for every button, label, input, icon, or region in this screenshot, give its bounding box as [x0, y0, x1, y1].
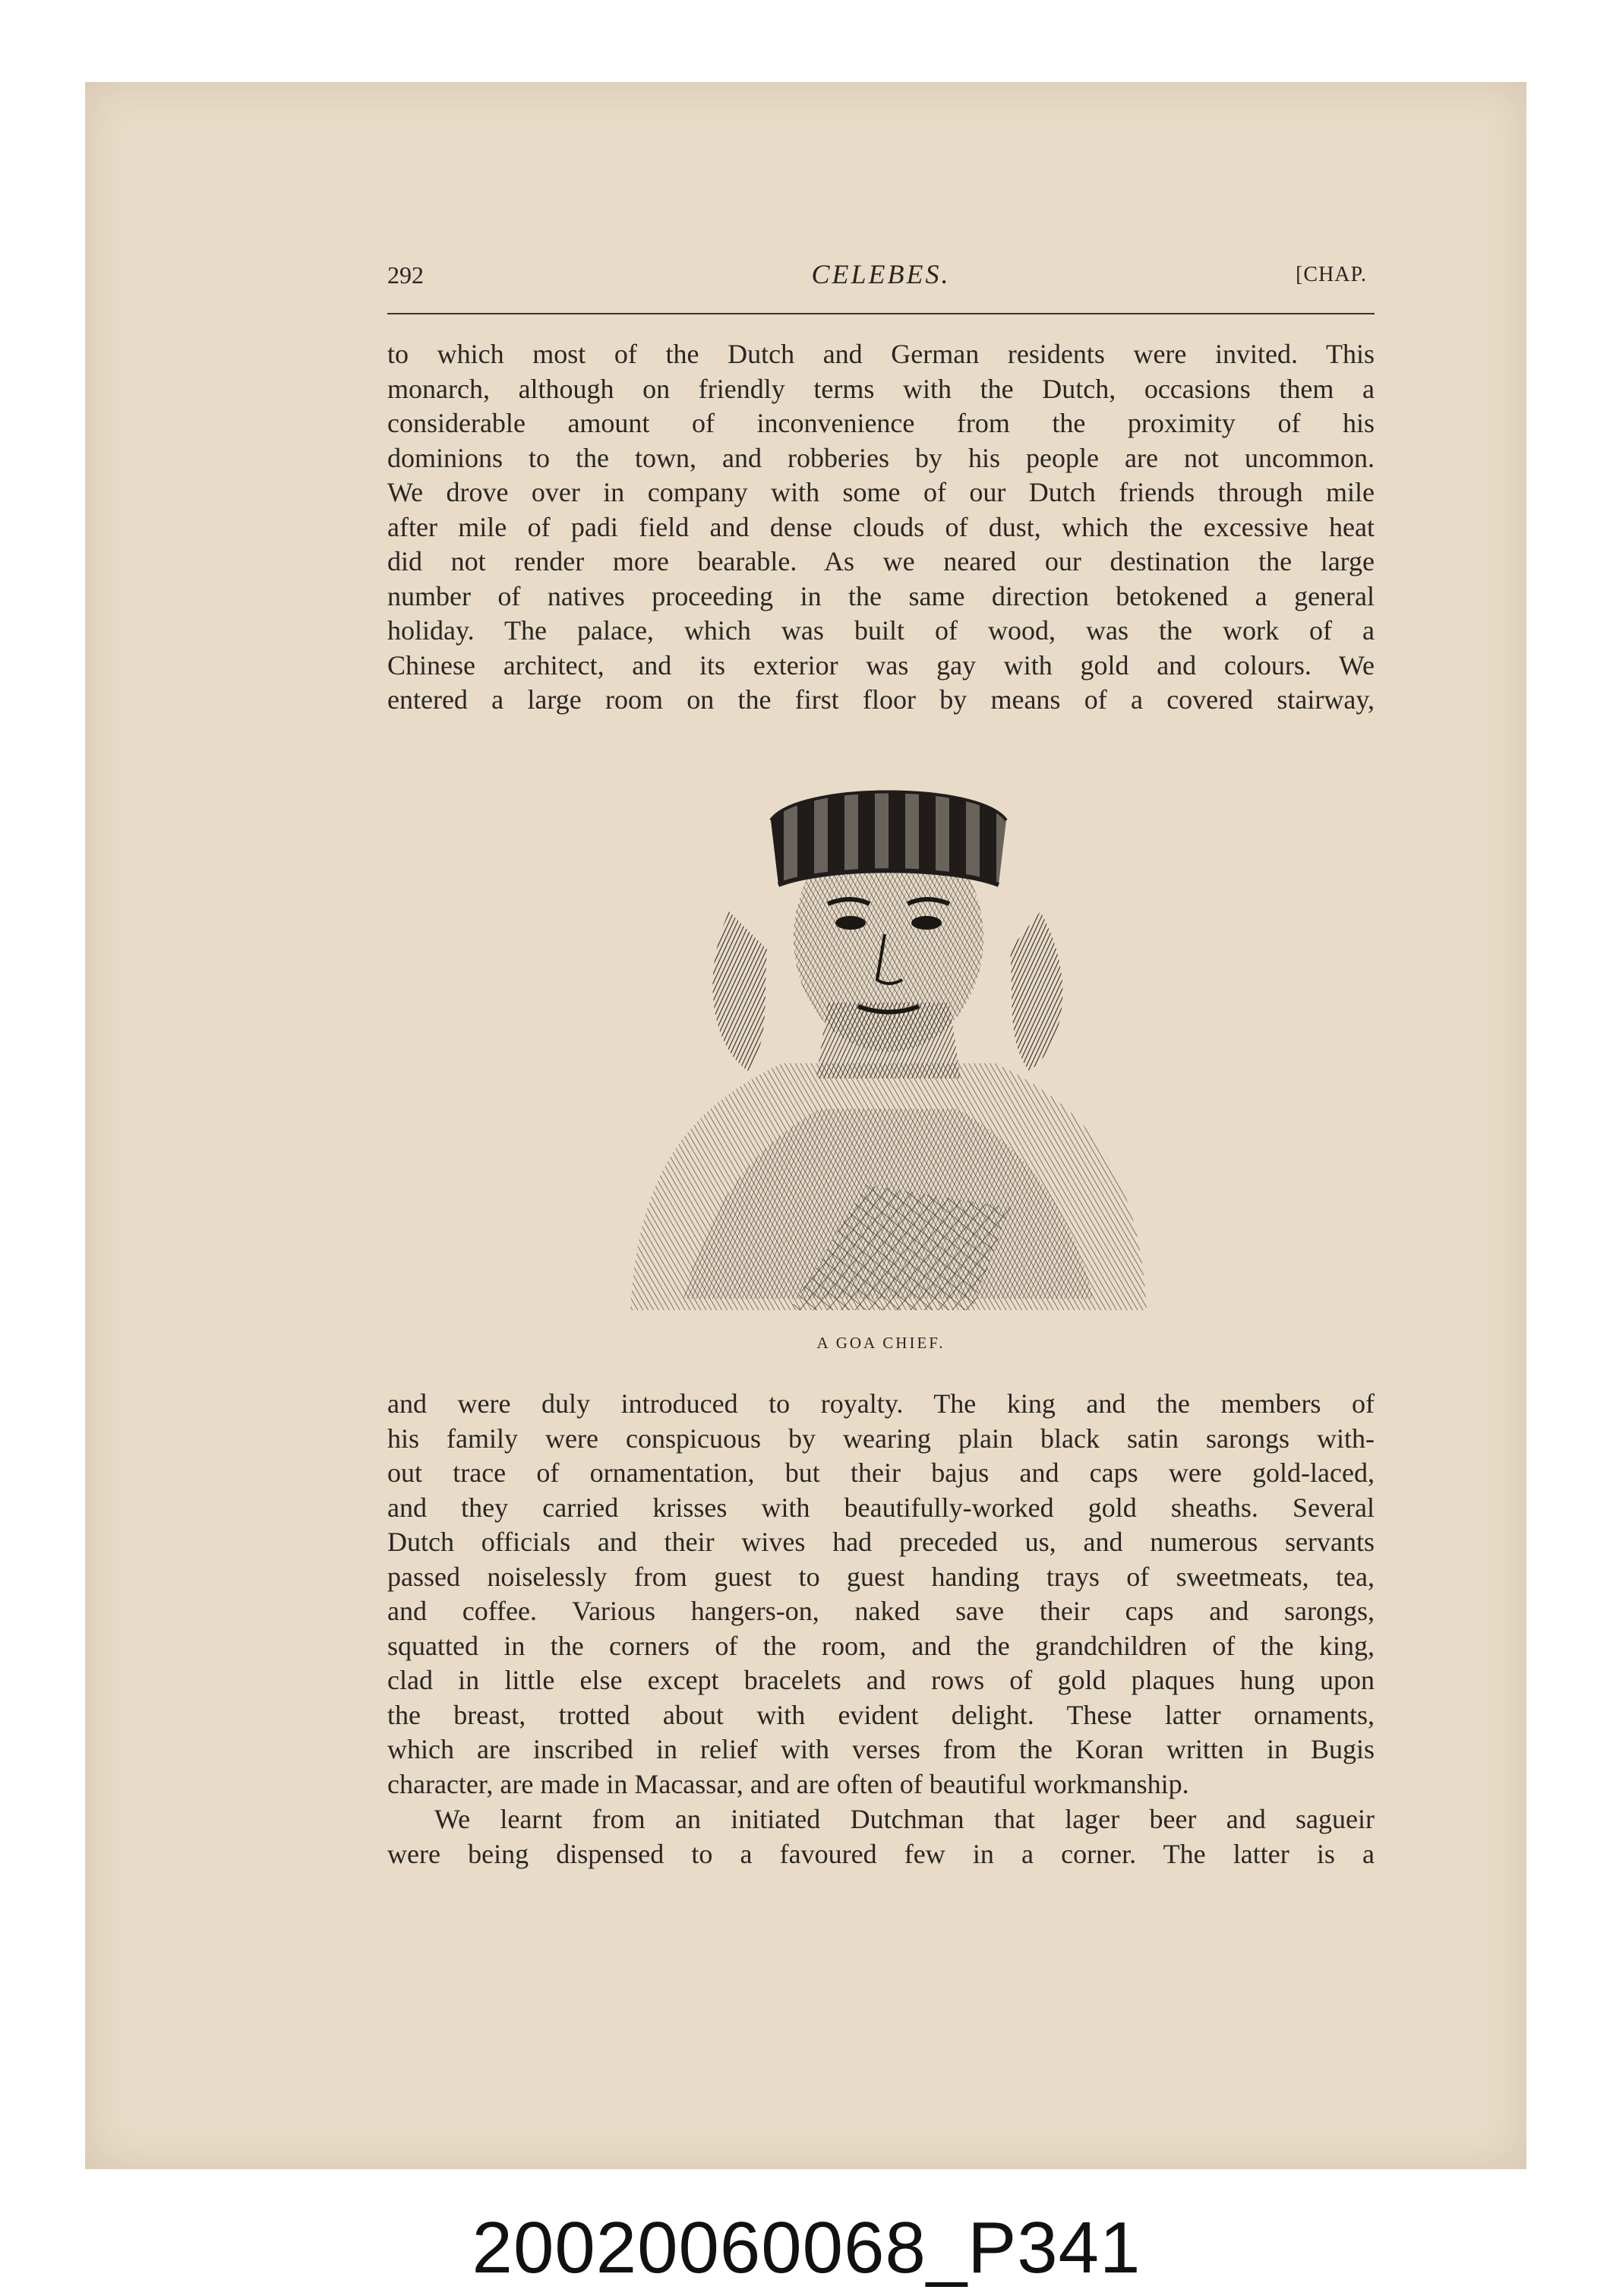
text-line: were being dispensed to a favoured few in a corner. The latter is a — [387, 1838, 1375, 1869]
running-head — [387, 258, 1375, 304]
engraving-portrait — [615, 752, 1162, 1314]
text-line: Chinese architect, and its exterior was gay with gold and colours. We — [387, 649, 1375, 681]
text-line: We learnt from an initiated Dutchman that lager beer and sagueir — [434, 1804, 1375, 1834]
paragraph-1 — [387, 337, 1375, 718]
text-line: did not render more bearable. As we neared our destination the large — [387, 546, 1375, 576]
striped-cap — [771, 792, 1006, 886]
text-line: monarch, although on friendly terms with the Dutch, occasions them a — [387, 373, 1375, 404]
text-line: considerable amount of inconvenience from the proximity of his — [387, 408, 1375, 438]
text-line: We drove over in company with some of our Dutch friends through mile — [387, 477, 1375, 507]
text-line: clad in little else except bracelets and rows of gold plaques hung upon — [387, 1665, 1375, 1695]
running-title: CELEBES. — [811, 259, 951, 289]
text-line: number of natives proceeding in the same direction betokened a general — [387, 580, 1375, 611]
figure-caption: A GOA CHIEF. — [816, 1334, 945, 1352]
text-line: to which most of the Dutch and German residents were invited. This — [387, 339, 1375, 369]
catalog-id-label: 20020060068_P341 — [472, 2207, 1141, 2288]
header-rule — [387, 313, 1375, 314]
text-line: out trace of ornamentation, but their bajus and caps were gold-laced, — [387, 1458, 1375, 1488]
text-line: holiday. The palace, which was built of wood, was the work of a — [387, 615, 1375, 646]
text-line: passed noiselessly from guest to guest handing trays of sweetmeats, tea, — [387, 1561, 1375, 1592]
text-line: and were duly introduced to royalty. The king and the members of — [387, 1388, 1375, 1419]
page-number: 292 — [387, 261, 424, 289]
text-line: dominions to the town, and robberies by his people are not uncommon. — [387, 442, 1375, 473]
chapter-label: [CHAP. — [1296, 263, 1367, 286]
text-line: and coffee. Various hangers-on, naked save their caps and sarongs, — [387, 1596, 1375, 1626]
text-line: his family were conspicuous by wearing plain black satin sarongs with- — [387, 1423, 1375, 1454]
paragraph-2 — [387, 1387, 1375, 1802]
paragraph-3 — [387, 1802, 1375, 1871]
text-line: after mile of padi field and dense clouds of dust, which the excessive heat — [387, 511, 1375, 542]
text-line: character, are made in Macassar, and are often of beautiful workmanship. — [387, 1768, 1189, 1799]
text-line: the breast, trotted about with evident delight. These latter ornaments, — [387, 1699, 1375, 1730]
text-line: and they carried krisses with beautifully-worked gold sheaths. Several — [387, 1492, 1375, 1523]
text-line: which are inscribed in relief with verses from the Koran written in Bugis — [387, 1734, 1375, 1764]
text-line: entered a large room on the first floor by means of a covered stairway, — [387, 684, 1375, 715]
text-line: squatted in the corners of the room, and the grandchildren of the king, — [387, 1630, 1375, 1661]
text-line: Dutch officials and their wives had preceded us, and numerous servants — [387, 1527, 1375, 1557]
